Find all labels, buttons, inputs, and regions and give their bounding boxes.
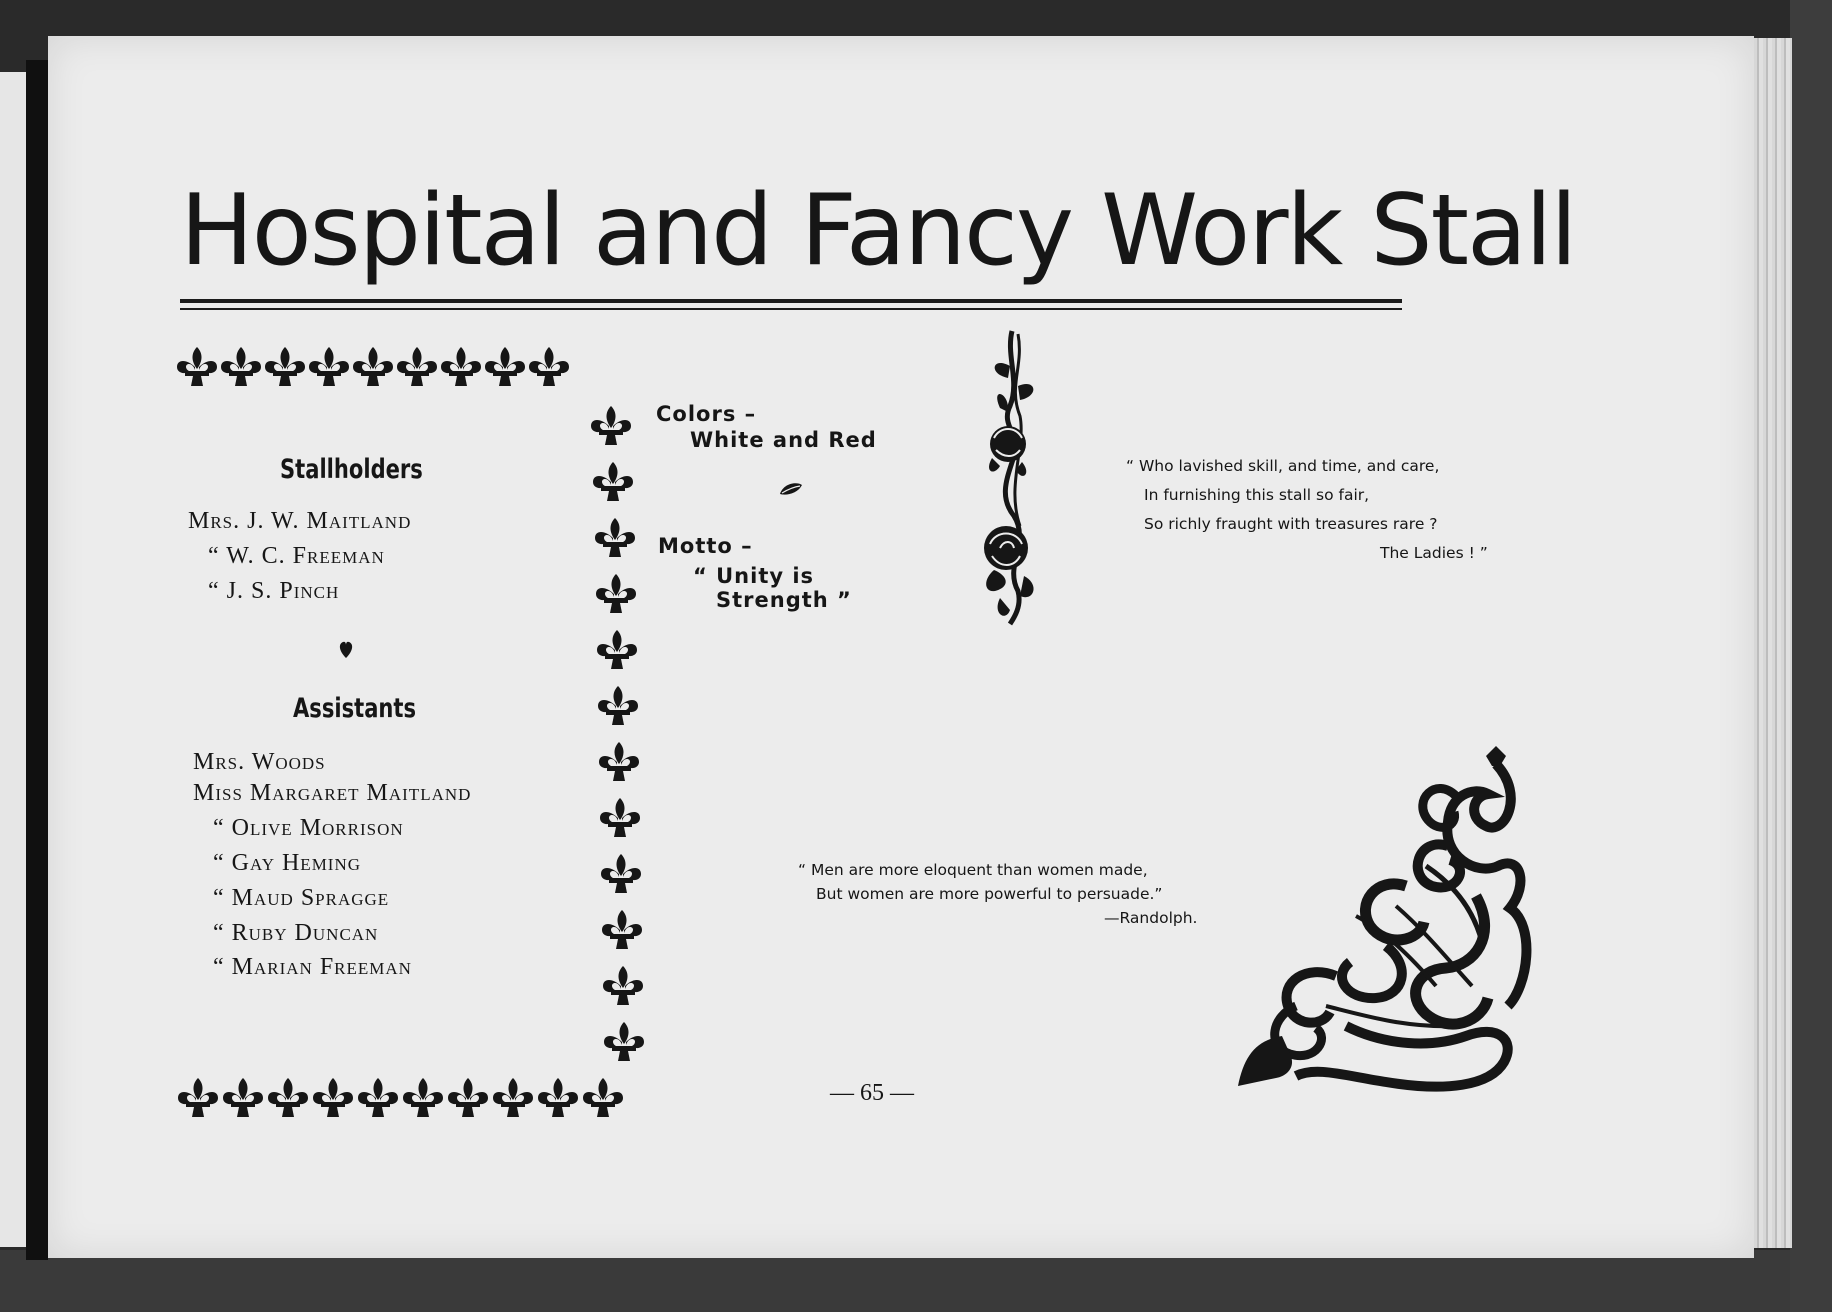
assistant-name: Miss Margaret Maitland [193, 780, 472, 806]
floral-vine-ornament [970, 326, 1050, 626]
motto-line-2: Strength ” [716, 588, 852, 612]
leaf-dingbat-icon [336, 640, 356, 660]
assistant-name: “ Gay Heming [213, 850, 362, 876]
page-title: Hospital and Fancy Work Stall [180, 174, 1576, 288]
leaf-ornament-icon [778, 481, 804, 497]
page-number: — 65 — [830, 1080, 914, 1106]
stallholders-heading: Stallholders [280, 454, 423, 485]
verse-line-1: “ Who lavished skill, and time, and care, [1126, 457, 1440, 475]
quote-line-2: But women are more powerful to persuade.” [816, 885, 1163, 903]
verse-line-4: The Ladies ! ” [1380, 544, 1488, 562]
verse-line-2: In furnishing this stall so fair, [1144, 486, 1370, 504]
assistant-name: “ Marian Freeman [213, 954, 412, 980]
colors-value: White and Red [690, 428, 877, 452]
previous-page-edge [0, 72, 26, 1247]
colors-label: Colors – [656, 402, 757, 426]
assistant-name: “ Maud Spragge [213, 885, 390, 911]
acanthus-corner-ornament [1236, 736, 1536, 1106]
title-rule-thin [180, 308, 1402, 310]
motto-line-1: “ Unity is [693, 564, 815, 588]
title-rule-thick [180, 299, 1402, 303]
book-page [48, 36, 1754, 1258]
assistant-name: “ Olive Morrison [213, 815, 404, 841]
quote-attribution: —Randolph. [1104, 909, 1198, 927]
motto-label: Motto – [658, 534, 753, 558]
assistant-name: Mrs. Woods [193, 749, 326, 775]
assistants-heading: Assistants [293, 693, 417, 724]
quote-line-1: “ Men are more eloquent than women made, [798, 861, 1148, 879]
stallholder-name: Mrs. J. W. Maitland [188, 508, 412, 534]
book-spine [26, 60, 48, 1260]
assistant-name: “ Ruby Duncan [213, 920, 379, 946]
stallholder-name: “ W. C. Freeman [208, 543, 385, 569]
book-cover-bottom [0, 1250, 1832, 1312]
stallholder-name: “ J. S. Pinch [208, 578, 340, 604]
verse-line-3: So richly fraught with treasures rare ? [1144, 515, 1438, 533]
book-cover-right [1790, 0, 1832, 1312]
